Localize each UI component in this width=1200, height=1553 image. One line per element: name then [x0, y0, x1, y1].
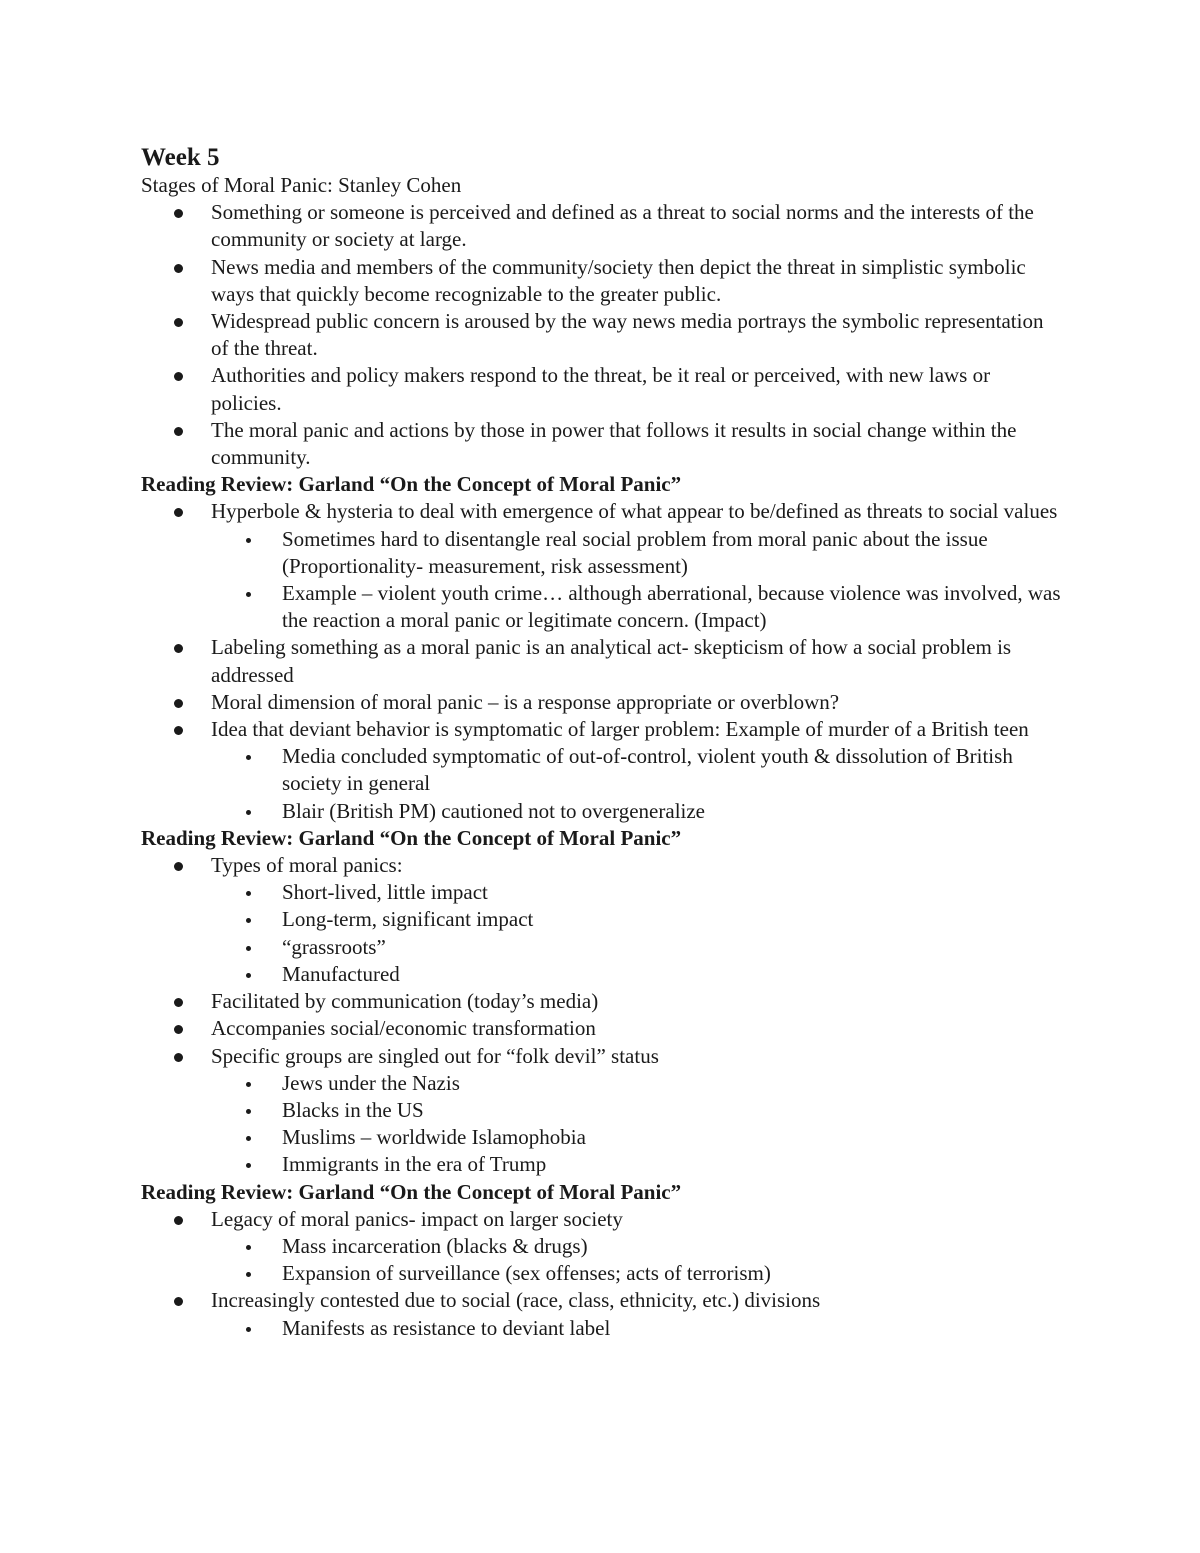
list-item: Something or someone is perceived and defined as a threat to social norms and the interests of the community or society at large.	[141, 199, 1061, 253]
list-item: Increasingly contested due to social (race, class, ethnicity, etc.) divisions Manifests as resistance to deviant label	[141, 1287, 1061, 1341]
bullet-icon	[174, 1025, 183, 1034]
bullet-icon	[174, 644, 183, 653]
small-bullet-icon	[246, 538, 251, 543]
list-item: The moral panic and actions by those in power that follows it results in social change within the community.	[141, 417, 1061, 471]
sub-list-item: Mass incarceration (blacks & drugs)	[141, 1233, 1061, 1260]
list-item: Authorities and policy makers respond to the threat, be it real or perceived, with new laws or policies.	[141, 362, 1061, 416]
small-bullet-icon	[246, 1082, 251, 1087]
bullet-icon	[174, 862, 183, 871]
list-item: Types of moral panics: Short-lived, little impact Long-term, significant impact “grassroots” Manufactured	[141, 852, 1061, 988]
bullet-icon	[174, 1216, 183, 1225]
page-title: Week 5	[141, 144, 220, 171]
sub-list-item: Blair (British PM) cautioned not to overgeneralize	[141, 798, 1061, 825]
list-item: Facilitated by communication (today’s media)	[141, 988, 1061, 1015]
small-bullet-icon	[246, 1109, 251, 1114]
sub-list-item: Short-lived, little impact	[141, 879, 1061, 906]
list-item: Hyperbole & hysteria to deal with emergence of what appear to be/defined as threats to social values Sometimes hard to disentangle real social problem from moral panic about the issue (Proportionality- measurement, risk assessment) Example – violent youth crime… although aberrational, because violence was involved, was the reaction a moral panic or legitimate concern. (Impact)	[141, 498, 1061, 634]
list-item: Moral dimension of moral panic – is a response appropriate or overblown?	[141, 689, 1061, 716]
sub-list-item: Manufactured	[141, 961, 1061, 988]
small-bullet-icon	[246, 973, 251, 978]
sub-list	[141, 1315, 1061, 1342]
section-heading: Reading Review: Garland “On the Concept of Moral Panic”	[141, 1179, 682, 1204]
list-item: Specific groups are singled out for “folk devil” status Jews under the Nazis Blacks in the US Muslims – worldwide Islamophobia Immigrants in the era of Trump	[141, 1043, 1061, 1179]
sub-list-item: Expansion of surveillance (sex offenses; acts of terrorism)	[141, 1260, 1061, 1287]
sub-list-item: Jews under the Nazis	[141, 1070, 1061, 1097]
sub-list-item: Immigrants in the era of Trump	[141, 1151, 1061, 1178]
bullet-icon	[174, 1297, 183, 1306]
sub-list	[141, 743, 1061, 825]
sub-list-item: Blacks in the US	[141, 1097, 1061, 1124]
sub-list	[141, 879, 1061, 988]
bullet-icon	[174, 508, 183, 517]
list-item: Idea that deviant behavior is symptomatic of larger problem: Example of murder of a British teen Media concluded symptomatic of out-of-control, violent youth & dissolution of British society in general Blair (British PM) cautioned not to overgeneralize	[141, 716, 1061, 825]
small-bullet-icon	[246, 810, 251, 815]
list-item: Labeling something as a moral panic is an analytical act- skepticism of how a social problem is addressed	[141, 634, 1061, 688]
list-item: Accompanies social/economic transformation	[141, 1015, 1061, 1042]
bullet-icon	[174, 209, 183, 218]
sub-list-item: Sometimes hard to disentangle real social problem from moral panic about the issue (Proportionality- measurement, risk assessment)	[141, 526, 1061, 580]
sub-list-item: Muslims – worldwide Islamophobia	[141, 1124, 1061, 1151]
sub-list	[141, 526, 1061, 635]
section-subtitle: Stages of Moral Panic: Stanley Cohen	[141, 173, 462, 197]
section-heading: Reading Review: Garland “On the Concept of Moral Panic”	[141, 472, 682, 497]
stages-list	[141, 199, 1061, 471]
sub-list-item: “grassroots”	[141, 934, 1061, 961]
sub-list-item: Long-term, significant impact	[141, 906, 1061, 933]
sub-list	[141, 1070, 1061, 1179]
sub-list-item: Manifests as resistance to deviant label	[141, 1315, 1061, 1342]
section2-list	[141, 852, 1061, 1178]
bullet-icon	[174, 699, 183, 708]
list-item: News media and members of the community/society then depict the threat in simplistic symbolic ways that quickly become recognizable to the greater public.	[141, 254, 1061, 308]
bullet-icon	[174, 318, 183, 327]
list-item: Widespread public concern is aroused by the way news media portrays the symbolic representation of the threat.	[141, 308, 1061, 362]
small-bullet-icon	[246, 946, 251, 951]
sub-list-item: Media concluded symptomatic of out-of-control, violent youth & dissolution of British society in general	[141, 743, 1061, 797]
document-page	[141, 144, 1061, 1342]
section-heading: Reading Review: Garland “On the Concept of Moral Panic”	[141, 825, 682, 850]
bullet-icon	[174, 372, 183, 381]
list-item: Legacy of moral panics- impact on larger society Mass incarceration (blacks & drugs) Expansion of surveillance (sex offenses; acts of terrorism)	[141, 1206, 1061, 1288]
bullet-icon	[174, 1053, 183, 1062]
small-bullet-icon	[246, 1245, 251, 1250]
sub-list	[141, 1233, 1061, 1287]
section1-list	[141, 498, 1061, 824]
section3-list	[141, 1206, 1061, 1342]
bullet-icon	[174, 726, 183, 735]
small-bullet-icon	[246, 1327, 251, 1332]
bullet-icon	[174, 998, 183, 1007]
bullet-icon	[174, 427, 183, 436]
bullet-icon	[174, 264, 183, 273]
sub-list-item: Example – violent youth crime… although aberrational, because violence was involved, was the reaction a moral panic or legitimate concern. (Impact)	[141, 580, 1061, 634]
